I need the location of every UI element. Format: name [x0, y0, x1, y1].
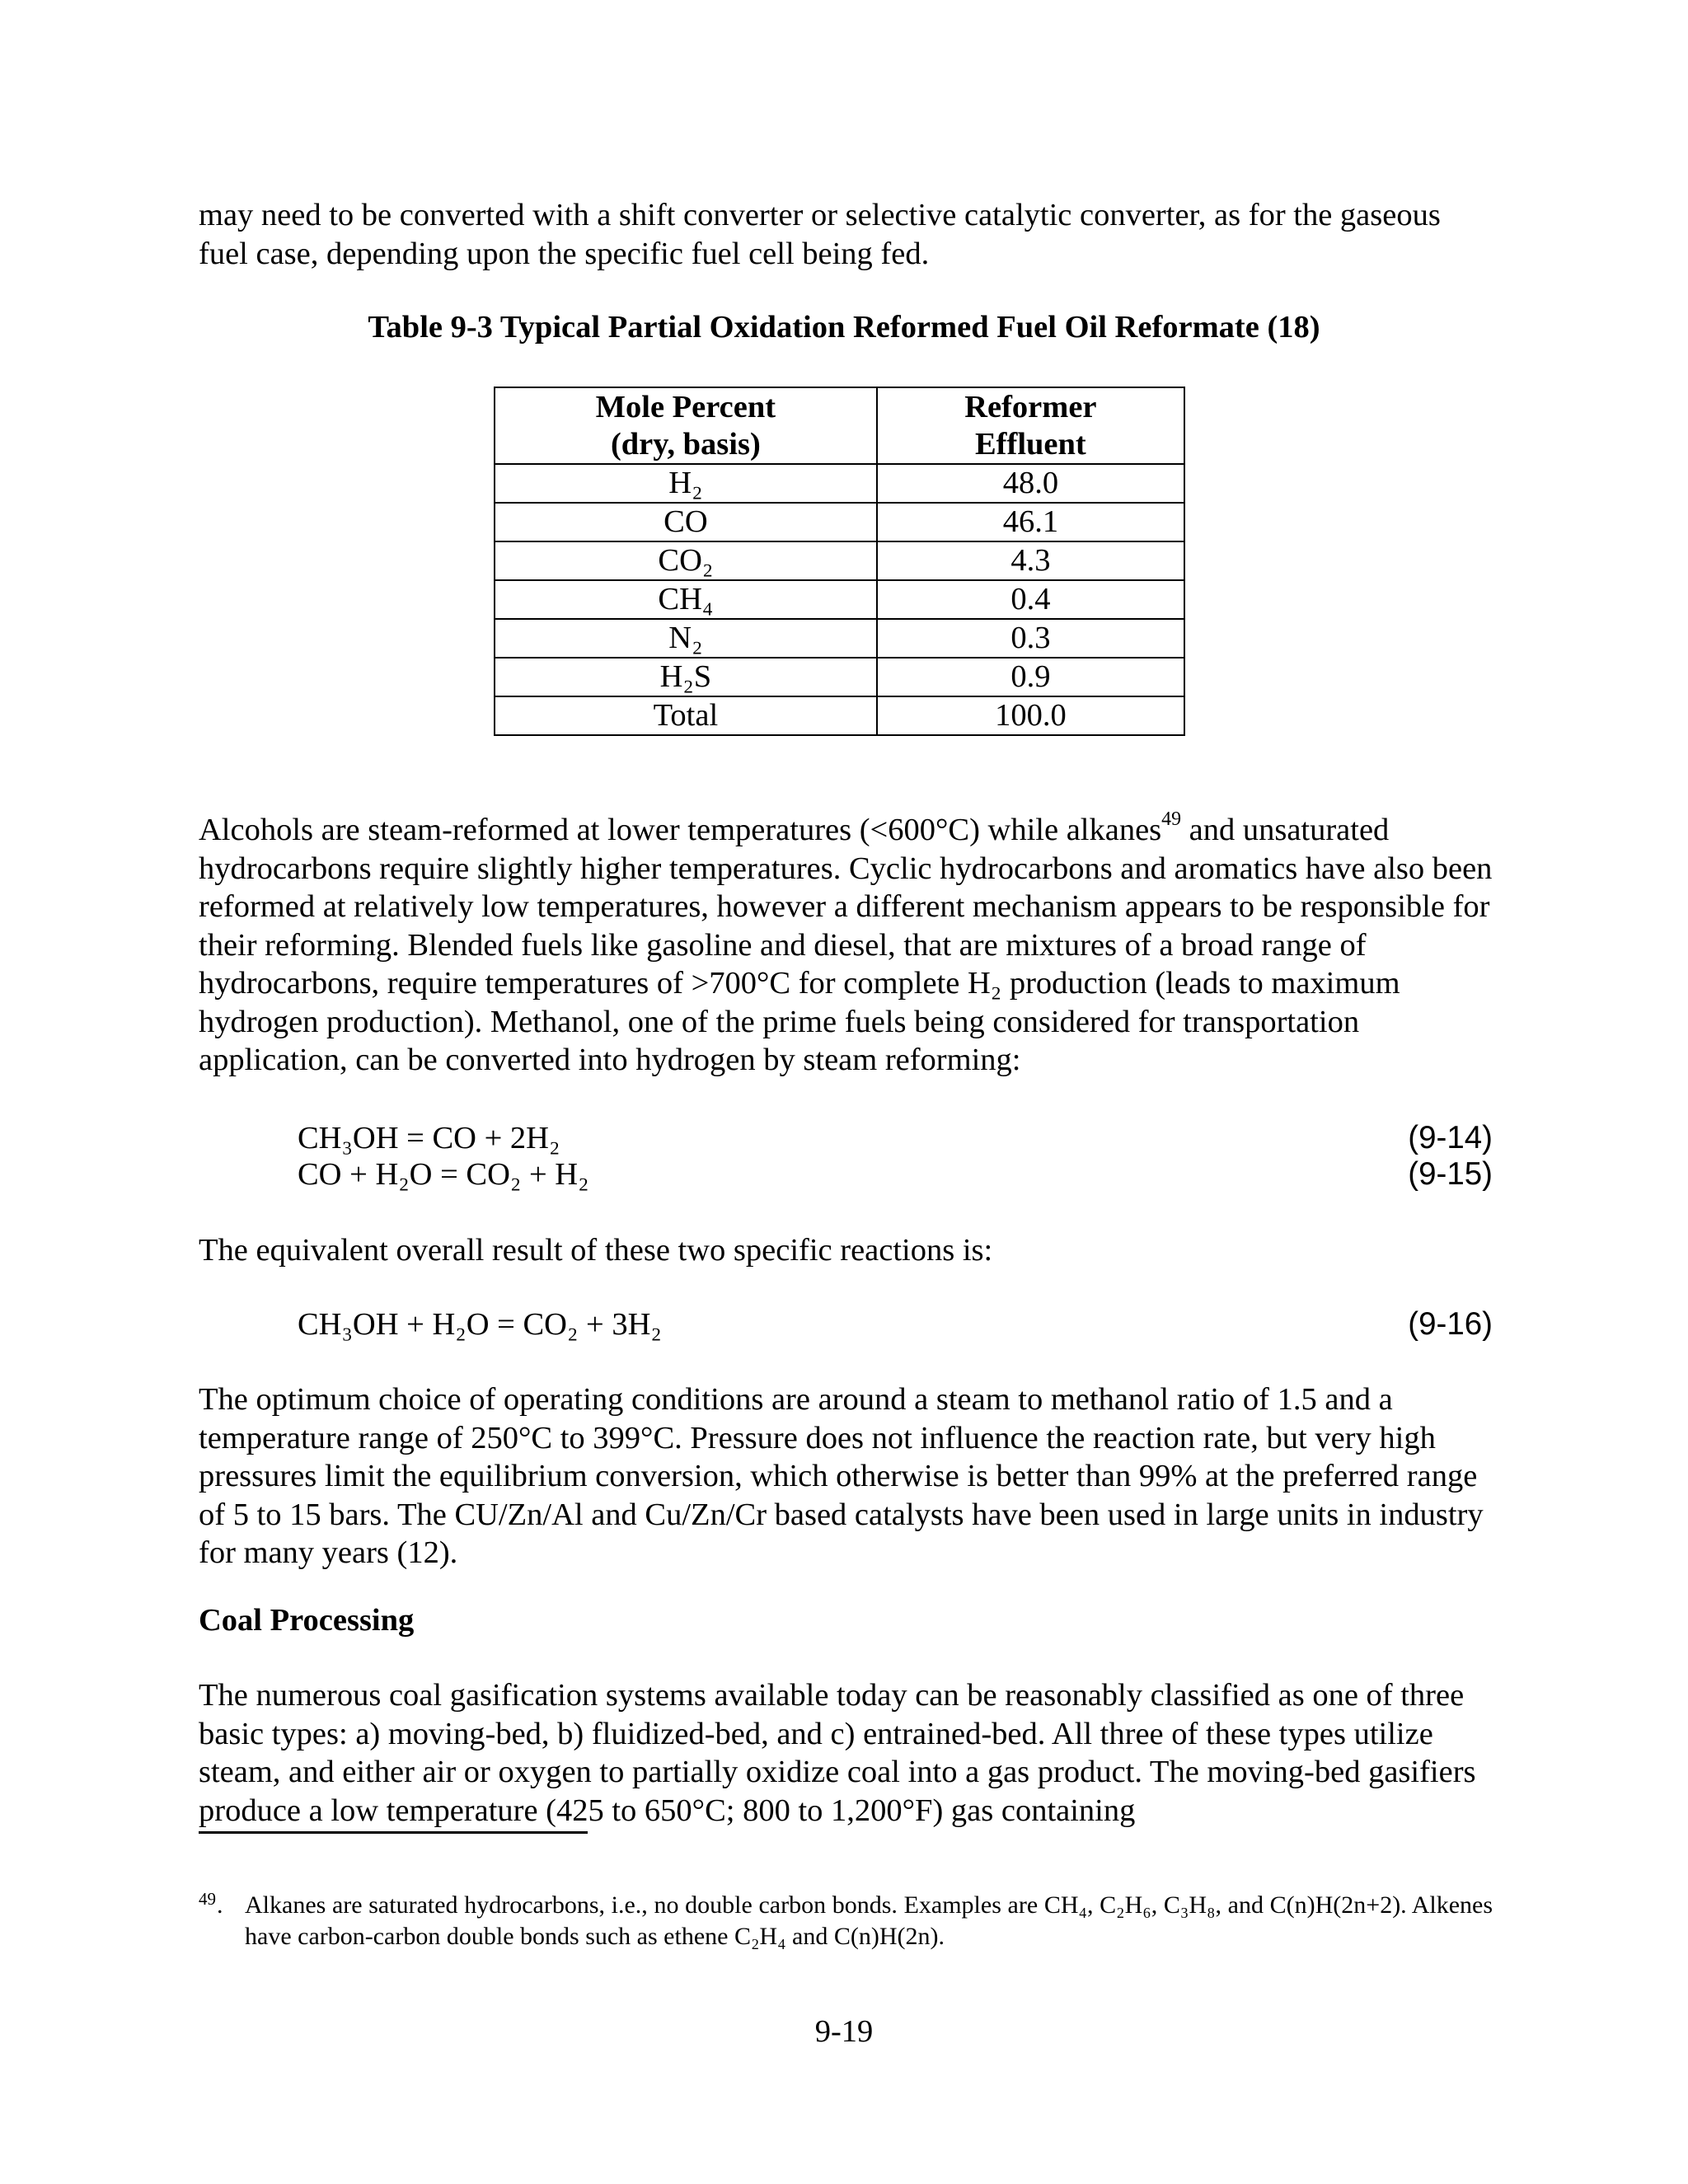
table-row: [495, 619, 1184, 658]
equation-number: (9-15): [1408, 1156, 1493, 1192]
alcohols-paragraph: Alcohols are steam-reformed at lower temperatures (<600°C) while alkanes$^{49}$ and unsaturated hydrocarbons require slightly higher temperatures. Cyclic hydrocarbons and aromatics have also been reformed at relatively low temperatures, however a different mechanism appears to be responsible for their reforming. Blended fuels like gasoline and diesel, that are mixtures of a broad range of hydrocarbons, require temperatures of >700°C for complete H₂ production (leads to maximum hydrogen production). Methanol, one of the prime fuels being considered for transportation application, can be converted into hydrogen by steam reforming:: [199, 808, 1493, 1077]
component-cell: H₂S: [495, 658, 877, 696]
component-cell: Total: [495, 696, 877, 735]
table-caption: Table 9-3 Typical Partial Oxidation Reformed Fuel Oil Reformate (18): [368, 310, 1320, 344]
reformate-table: [494, 387, 1185, 736]
footnote-divider: [199, 1831, 588, 1834]
page-number: 9-19: [814, 2014, 874, 2049]
footnote-text: Alkanes are saturated hydrocarbons, i.e., no double carbon bonds. Examples are CH₄, C₂H₆, C₃H₈, and C(n)H(2n+2). Alkenes have carbon-carbon double bonds such as ethene C₂H₄ and C(n)H(2n).: [245, 1891, 1493, 1950]
component-cell: CH₄: [495, 580, 877, 619]
value-cell: 0.4: [877, 580, 1184, 619]
coal-paragraph: The numerous coal gasification systems available today can be reasonably classified as one of three basic types: a) moving-bed, b) fluidized-bed, and c) entrained-bed. All three of these types utilize steam, and either air or oxygen to partially oxidize coal into a gas product. The moving-bed gasifiers produce a low temperature (425 to 650°C; 800 to 1,200°F) gas containing: [199, 1678, 1476, 1828]
table-row: [495, 464, 1184, 503]
component-cell: CO₂: [495, 541, 877, 580]
component-cell: N₂: [495, 619, 877, 658]
table-header-row: [495, 387, 1184, 464]
value-cell: 46.1: [877, 503, 1184, 541]
value-cell: 0.9: [877, 658, 1184, 696]
value-cell: 48.0: [877, 464, 1184, 503]
component-cell: CO: [495, 503, 877, 541]
header-reformer-effluent: Reformer Effluent: [877, 387, 1184, 464]
equation-9-14: [298, 1119, 1493, 1157]
equation-9-16: [298, 1305, 1493, 1343]
equation-text: CO + H₂O = CO₂ + H₂: [298, 1157, 589, 1192]
intro-paragraph: may need to be converted with a shift converter or selective catalytic converter, as for the gaseous fuel case, depending upon the specific fuel cell being fed.: [199, 198, 1441, 271]
equation-text: CH₃OH + H₂O = CO₂ + 3H₂: [298, 1307, 662, 1342]
equation-9-15: [298, 1155, 1493, 1193]
overall-sentence: The equivalent overall result of these two specific reactions is:: [199, 1233, 993, 1268]
table-row: [495, 541, 1184, 580]
footnote-reference[interactable]: 49: [1161, 808, 1181, 831]
equation-number: (9-14): [1408, 1120, 1493, 1155]
table-row: [495, 503, 1184, 541]
footnote-dot: .: [217, 1891, 223, 1919]
value-cell: 0.3: [877, 619, 1184, 658]
table-row: [495, 696, 1184, 735]
footnote: [199, 1890, 1493, 1952]
section-heading: Coal Processing: [199, 1603, 415, 1638]
table-row: [495, 580, 1184, 619]
component-cell: H₂: [495, 464, 877, 503]
footnote-marker: 49: [199, 1889, 216, 1909]
table-row: [495, 658, 1184, 696]
value-cell: 4.3: [877, 541, 1184, 580]
value-cell: 100.0: [877, 696, 1184, 735]
header-mole-percent: Mole Percent (dry, basis): [495, 387, 877, 464]
optimum-paragraph: The optimum choice of operating conditions are around a steam to methanol ratio of 1.5 and a temperature range of 250°C to 399°C. Pressure does not influence the reaction rate, but very high pressures limit the equilibrium conversion, which otherwise is better than 99% at the preferred range of 5 to 15 bars. The CU/Zn/Al and Cu/Zn/Cr based catalysts have been used in large units in industry for many years (12).: [199, 1382, 1484, 1570]
equation-text: CH₃OH = CO + 2H₂: [298, 1121, 560, 1155]
equation-number: (9-16): [1408, 1306, 1493, 1342]
